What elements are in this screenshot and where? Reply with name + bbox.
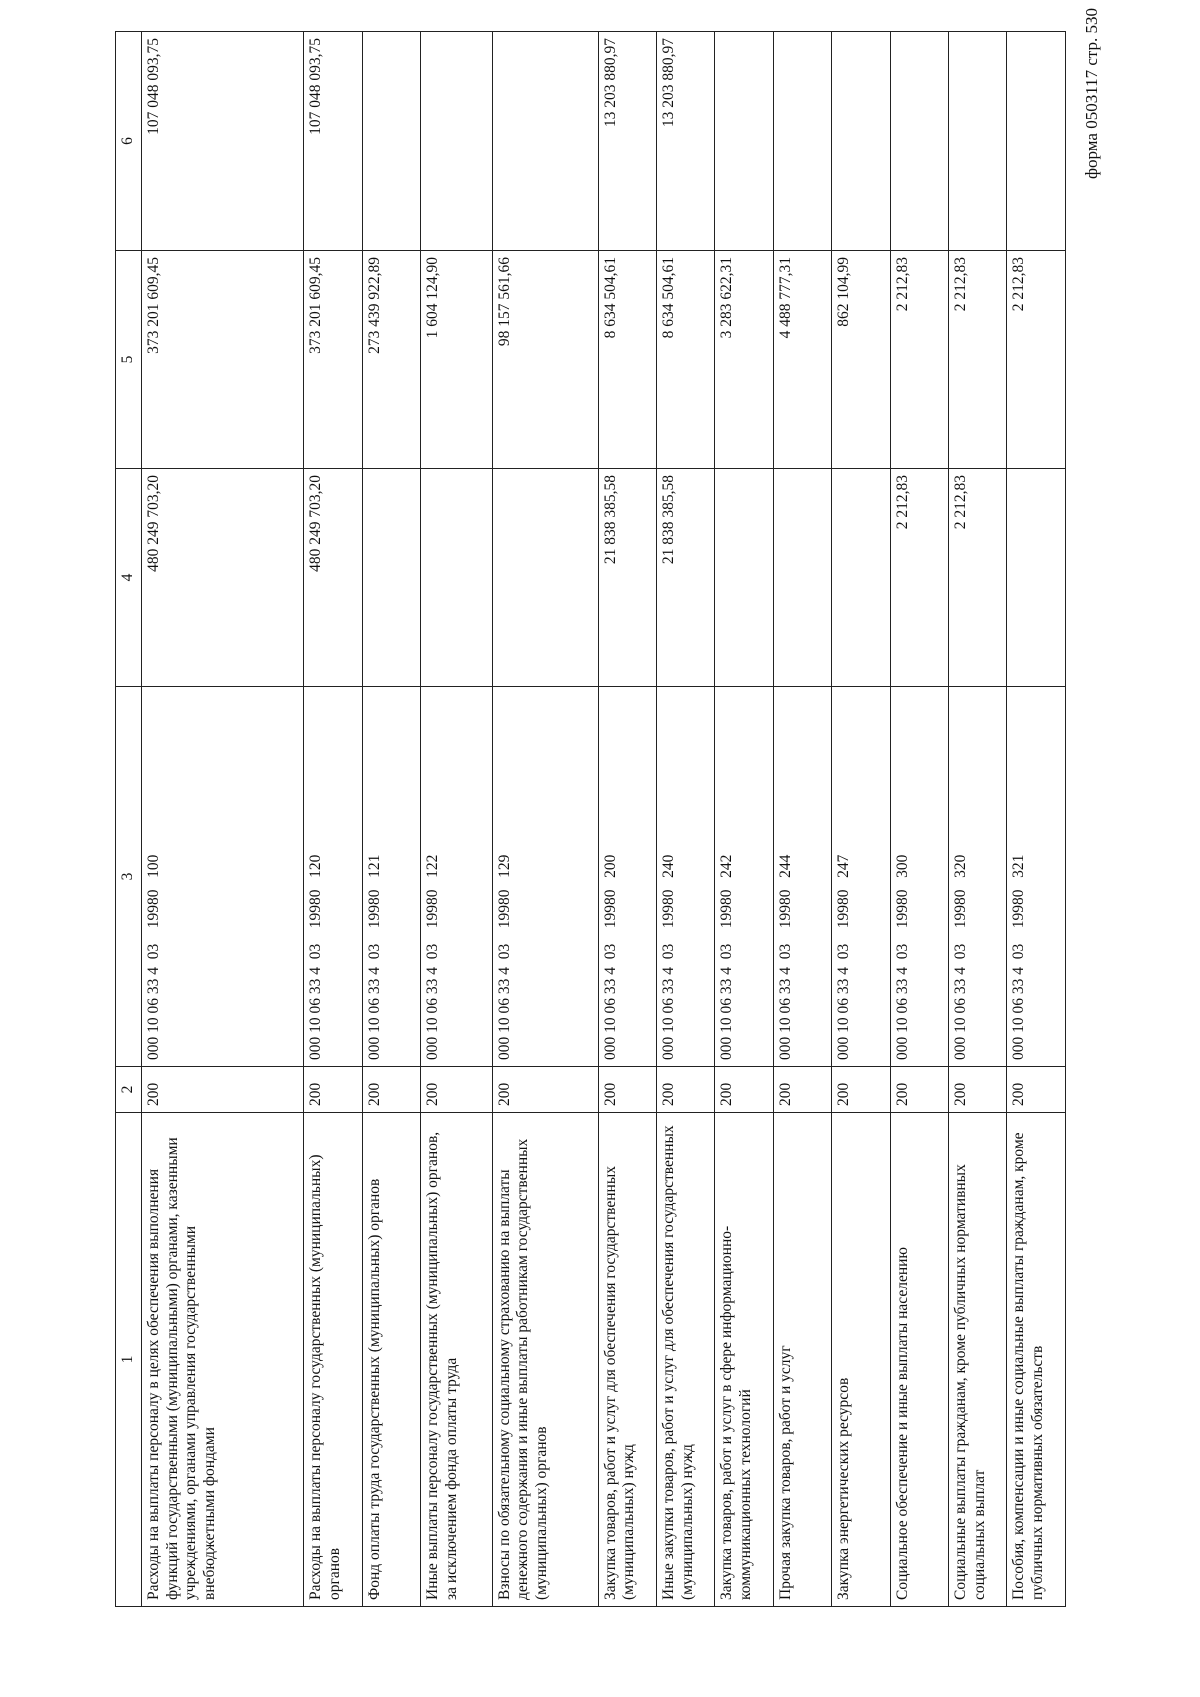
table-row: [141, 32, 303, 1607]
budget-classification-code: 000 10 06 33 4 03 19980 242: [715, 687, 773, 1067]
table-row: [492, 32, 598, 1607]
executed-amount: 862 104,99: [832, 251, 890, 469]
approved-amount: [1007, 469, 1066, 687]
form-label: форма 0503117 стр. 530: [1082, 8, 1101, 179]
budget-classification-code: 000 10 06 33 4 03 19980 129: [492, 687, 598, 1067]
unexecuted-amount: [949, 32, 1007, 251]
table-row: [362, 32, 420, 1607]
executed-amount: 98 157 561,66: [492, 251, 598, 469]
column-header: 4: [116, 469, 142, 687]
row-name: Социальные выплаты гражданам, кроме публичных нормативных социальных выплат: [949, 1113, 1007, 1607]
unexecuted-amount: [492, 32, 598, 251]
unexecuted-amount: [715, 32, 773, 251]
unexecuted-amount: 107 048 093,75: [141, 32, 303, 251]
unexecuted-amount: [1007, 32, 1066, 251]
budget-classification-code: 000 10 06 33 4 03 19980 240: [656, 687, 714, 1067]
unexecuted-amount: [832, 32, 890, 251]
table-row: [949, 32, 1007, 1607]
budget-classification-code: 000 10 06 33 4 03 19980 321: [1007, 687, 1066, 1067]
budget-classification-code: 000 10 06 33 4 03 19980 247: [832, 687, 890, 1067]
column-header-row: [116, 32, 142, 1607]
column-header: 6: [116, 32, 142, 251]
executed-amount: 373 201 609,45: [141, 251, 303, 469]
row-name: Расходы на выплаты персоналу в целях обеспечения выполнения функций государственными (муниципальными) органами, казенными учреждениями, органами управления государственными внебюджетными фондами: [141, 1113, 303, 1607]
approved-amount: 2 212,83: [949, 469, 1007, 687]
row-code: 200: [492, 1067, 598, 1113]
row-name: Закупка энергетических ресурсов: [832, 1113, 890, 1607]
row-code: 200: [832, 1067, 890, 1113]
unexecuted-amount: [362, 32, 420, 251]
approved-amount: 480 249 703,20: [304, 469, 362, 687]
approved-amount: 2 212,83: [890, 469, 948, 687]
expenditure-table: [115, 31, 1066, 1607]
executed-amount: 2 212,83: [1007, 251, 1066, 469]
budget-classification-code: 000 10 06 33 4 03 19980 100: [141, 687, 303, 1067]
unexecuted-amount: [890, 32, 948, 251]
approved-amount: 21 838 385,58: [656, 469, 714, 687]
row-code: 200: [656, 1067, 714, 1113]
budget-classification-code: 000 10 06 33 4 03 19980 320: [949, 687, 1007, 1067]
executed-amount: 2 212,83: [949, 251, 1007, 469]
row-code: 200: [304, 1067, 362, 1113]
row-code: 200: [141, 1067, 303, 1113]
budget-classification-code: 000 10 06 33 4 03 19980 122: [421, 687, 492, 1067]
row-name: Закупка товаров, работ и услуг для обеспечения государственных (муниципальных) нужд: [598, 1113, 656, 1607]
table-row: [890, 32, 948, 1607]
approved-amount: [832, 469, 890, 687]
column-header: 3: [116, 687, 142, 1067]
unexecuted-amount: [773, 32, 831, 251]
approved-amount: [362, 469, 420, 687]
table-row: [1007, 32, 1066, 1607]
approved-amount: 480 249 703,20: [141, 469, 303, 687]
row-name: Прочая закупка товаров, работ и услуг: [773, 1113, 831, 1607]
executed-amount: 1 604 124,90: [421, 251, 492, 469]
unexecuted-amount: 13 203 880,97: [656, 32, 714, 251]
approved-amount: [492, 469, 598, 687]
unexecuted-amount: 13 203 880,97: [598, 32, 656, 251]
executed-amount: 373 201 609,45: [304, 251, 362, 469]
approved-amount: [773, 469, 831, 687]
row-name: Иные выплаты персоналу государственных (муниципальных) органов, за исключением фонда оплаты труда: [421, 1113, 492, 1607]
approved-amount: 21 838 385,58: [598, 469, 656, 687]
unexecuted-amount: [421, 32, 492, 251]
row-code: 200: [598, 1067, 656, 1113]
row-code: 200: [1007, 1067, 1066, 1113]
column-header: 5: [116, 251, 142, 469]
budget-classification-code: 000 10 06 33 4 03 19980 121: [362, 687, 420, 1067]
row-code: 200: [773, 1067, 831, 1113]
row-code: 200: [715, 1067, 773, 1113]
row-name: Иные закупки товаров, работ и услуг для обеспечения государственных (муниципальных) нужд: [656, 1113, 714, 1607]
budget-classification-code: 000 10 06 33 4 03 19980 300: [890, 687, 948, 1067]
row-code: 200: [949, 1067, 1007, 1113]
row-name: Закупка товаров, работ и услуг в сфере информационно-коммуникационных технологий: [715, 1113, 773, 1607]
approved-amount: [715, 469, 773, 687]
executed-amount: 273 439 922,89: [362, 251, 420, 469]
executed-amount: 2 212,83: [890, 251, 948, 469]
approved-amount: [421, 469, 492, 687]
unexecuted-amount: 107 048 093,75: [304, 32, 362, 251]
row-name: Социальное обеспечение и иные выплаты населению: [890, 1113, 948, 1607]
executed-amount: 8 634 504,61: [598, 251, 656, 469]
row-name: Пособия, компенсации и иные социальные выплаты гражданам, кроме публичных нормативных обязательств: [1007, 1113, 1066, 1607]
table-row: [715, 32, 773, 1607]
budget-classification-code: 000 10 06 33 4 03 19980 200: [598, 687, 656, 1067]
row-code: 200: [421, 1067, 492, 1113]
executed-amount: 8 634 504,61: [656, 251, 714, 469]
table-row: [304, 32, 362, 1607]
table-row: [832, 32, 890, 1607]
row-name: Взносы по обязательному социальному страхованию на выплаты денежного содержания и иные выплаты работникам государственных (муниципальных) органов: [492, 1113, 598, 1607]
table-row: [656, 32, 714, 1607]
row-code: 200: [362, 1067, 420, 1113]
table-row: [421, 32, 492, 1607]
executed-amount: 4 488 777,31: [773, 251, 831, 469]
table-row: [598, 32, 656, 1607]
row-name: Расходы на выплаты персоналу государственных (муниципальных) органов: [304, 1113, 362, 1607]
executed-amount: 3 283 622,31: [715, 251, 773, 469]
table-row: [773, 32, 831, 1607]
column-header: 2: [116, 1067, 142, 1113]
row-name: Фонд оплаты труда государственных (муниципальных) органов: [362, 1113, 420, 1607]
budget-classification-code: 000 10 06 33 4 03 19980 244: [773, 687, 831, 1067]
row-code: 200: [890, 1067, 948, 1113]
budget-classification-code: 000 10 06 33 4 03 19980 120: [304, 687, 362, 1067]
column-header: 1: [116, 1113, 142, 1607]
